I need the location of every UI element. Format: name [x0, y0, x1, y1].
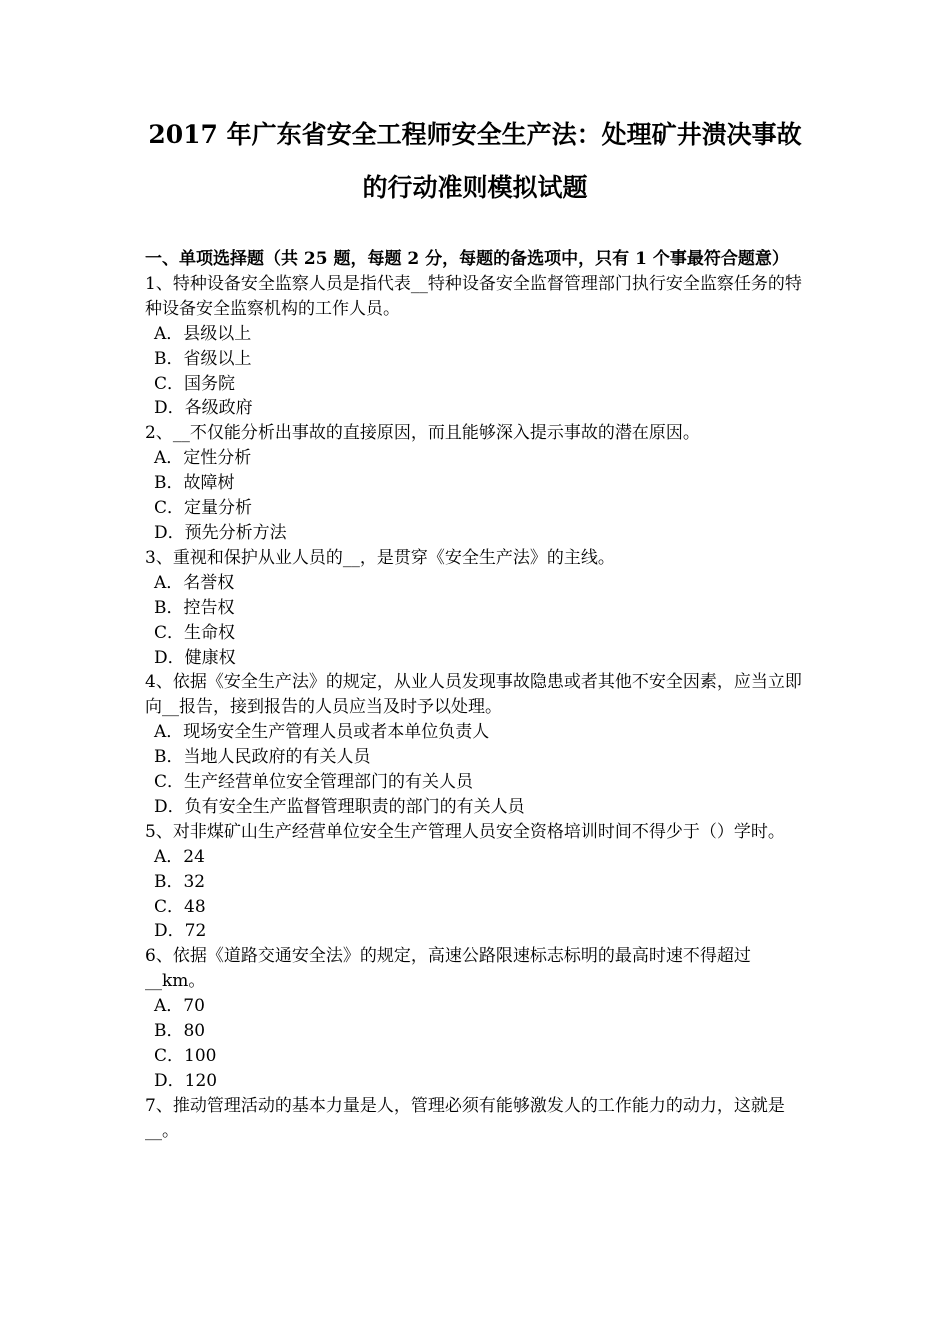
question-4	[145, 670, 810, 819]
question-2-option-c: C．定量分析	[154, 498, 253, 519]
question-2-option-b: B．故障树	[154, 473, 235, 494]
question-1	[145, 272, 810, 421]
question-5-option-a: A．24	[154, 846, 205, 867]
question-3-option-a: A．名誉权	[154, 572, 235, 593]
question-3	[145, 546, 810, 671]
question-2	[145, 421, 810, 546]
question-3-option-b: B．控告权	[154, 597, 235, 618]
question-2-option-d: D．预先分析方法	[154, 522, 287, 543]
question-6-text: 6、依据《道路交通安全法》的规定，高速公路限速标志标明的最高时速不得超过__km。	[145, 946, 751, 992]
section-heading: 一、单项选择题（共 25 题，每题 2 分，每题的备选项中，只有 1 个事最符合题意）	[145, 249, 789, 269]
question-3-text: 3、重视和保护从业人员的__，是贯穿《安全生产法》的主线。	[145, 547, 615, 568]
question-5-option-d: D．72	[154, 921, 207, 942]
question-1-option-a: A．县级以上	[154, 323, 252, 344]
question-6-option-a: A．70	[154, 996, 205, 1017]
question-2-option-a: A．定性分析	[154, 448, 252, 469]
question-4-option-d: D．负有安全生产监督管理职责的部门的有关人员	[154, 796, 525, 817]
question-1-option-d: D．各级政府	[154, 398, 253, 419]
question-7	[145, 1094, 810, 1144]
question-5-text: 5、对非煤矿山生产经营单位安全生产管理人员安全资格培训时间不得少于（）学时。	[145, 821, 785, 842]
question-6-option-d: D．120	[154, 1070, 218, 1091]
question-4-option-b: B．当地人民政府的有关人员	[154, 747, 371, 768]
document-title-line-2: 的行动准则模拟试题	[362, 173, 588, 202]
question-3-option-d: D．健康权	[154, 647, 236, 668]
exam-content	[145, 247, 810, 1144]
question-4-text: 4、依据《安全生产法》的规定，从业人员发现事故隐患或者其他不安全因素，应当立即向__报告，接到报告的人员应当及时予以处理。	[145, 672, 802, 718]
question-5-option-c: C．48	[154, 896, 206, 917]
question-4-option-a: A．现场安全生产管理人员或者本单位负责人	[154, 722, 490, 743]
question-1-text: 1、特种设备安全监察人员是指代表__特种设备安全监督管理部门执行安全监察任务的特种设备安全监察机构的工作人员。	[145, 273, 802, 319]
question-3-option-c: C．生命权	[154, 622, 236, 643]
question-5-option-b: B．32	[154, 871, 206, 892]
question-2-text: 2、__不仅能分析出事故的直接原因，而且能够深入提示事故的潜在原因。	[145, 423, 700, 444]
question-6-option-c: C．100	[154, 1046, 217, 1066]
question-6-option-b: B．80	[154, 1021, 206, 1042]
document-title-line-1: 2017 年广东省安全工程师安全生产法：处理矿井溃决事故	[148, 120, 802, 149]
question-4-option-c: C．生产经营单位安全管理部门的有关人员	[154, 772, 474, 793]
question-5	[145, 820, 810, 945]
question-1-option-c: C．国务院	[154, 373, 236, 394]
question-7-text: 7、推动管理活动的基本力量是人，管理必须有能够激发人的工作能力的动力，这就是__。	[145, 1095, 785, 1141]
question-1-option-b: B．省级以上	[154, 348, 252, 369]
question-6	[145, 944, 810, 1093]
